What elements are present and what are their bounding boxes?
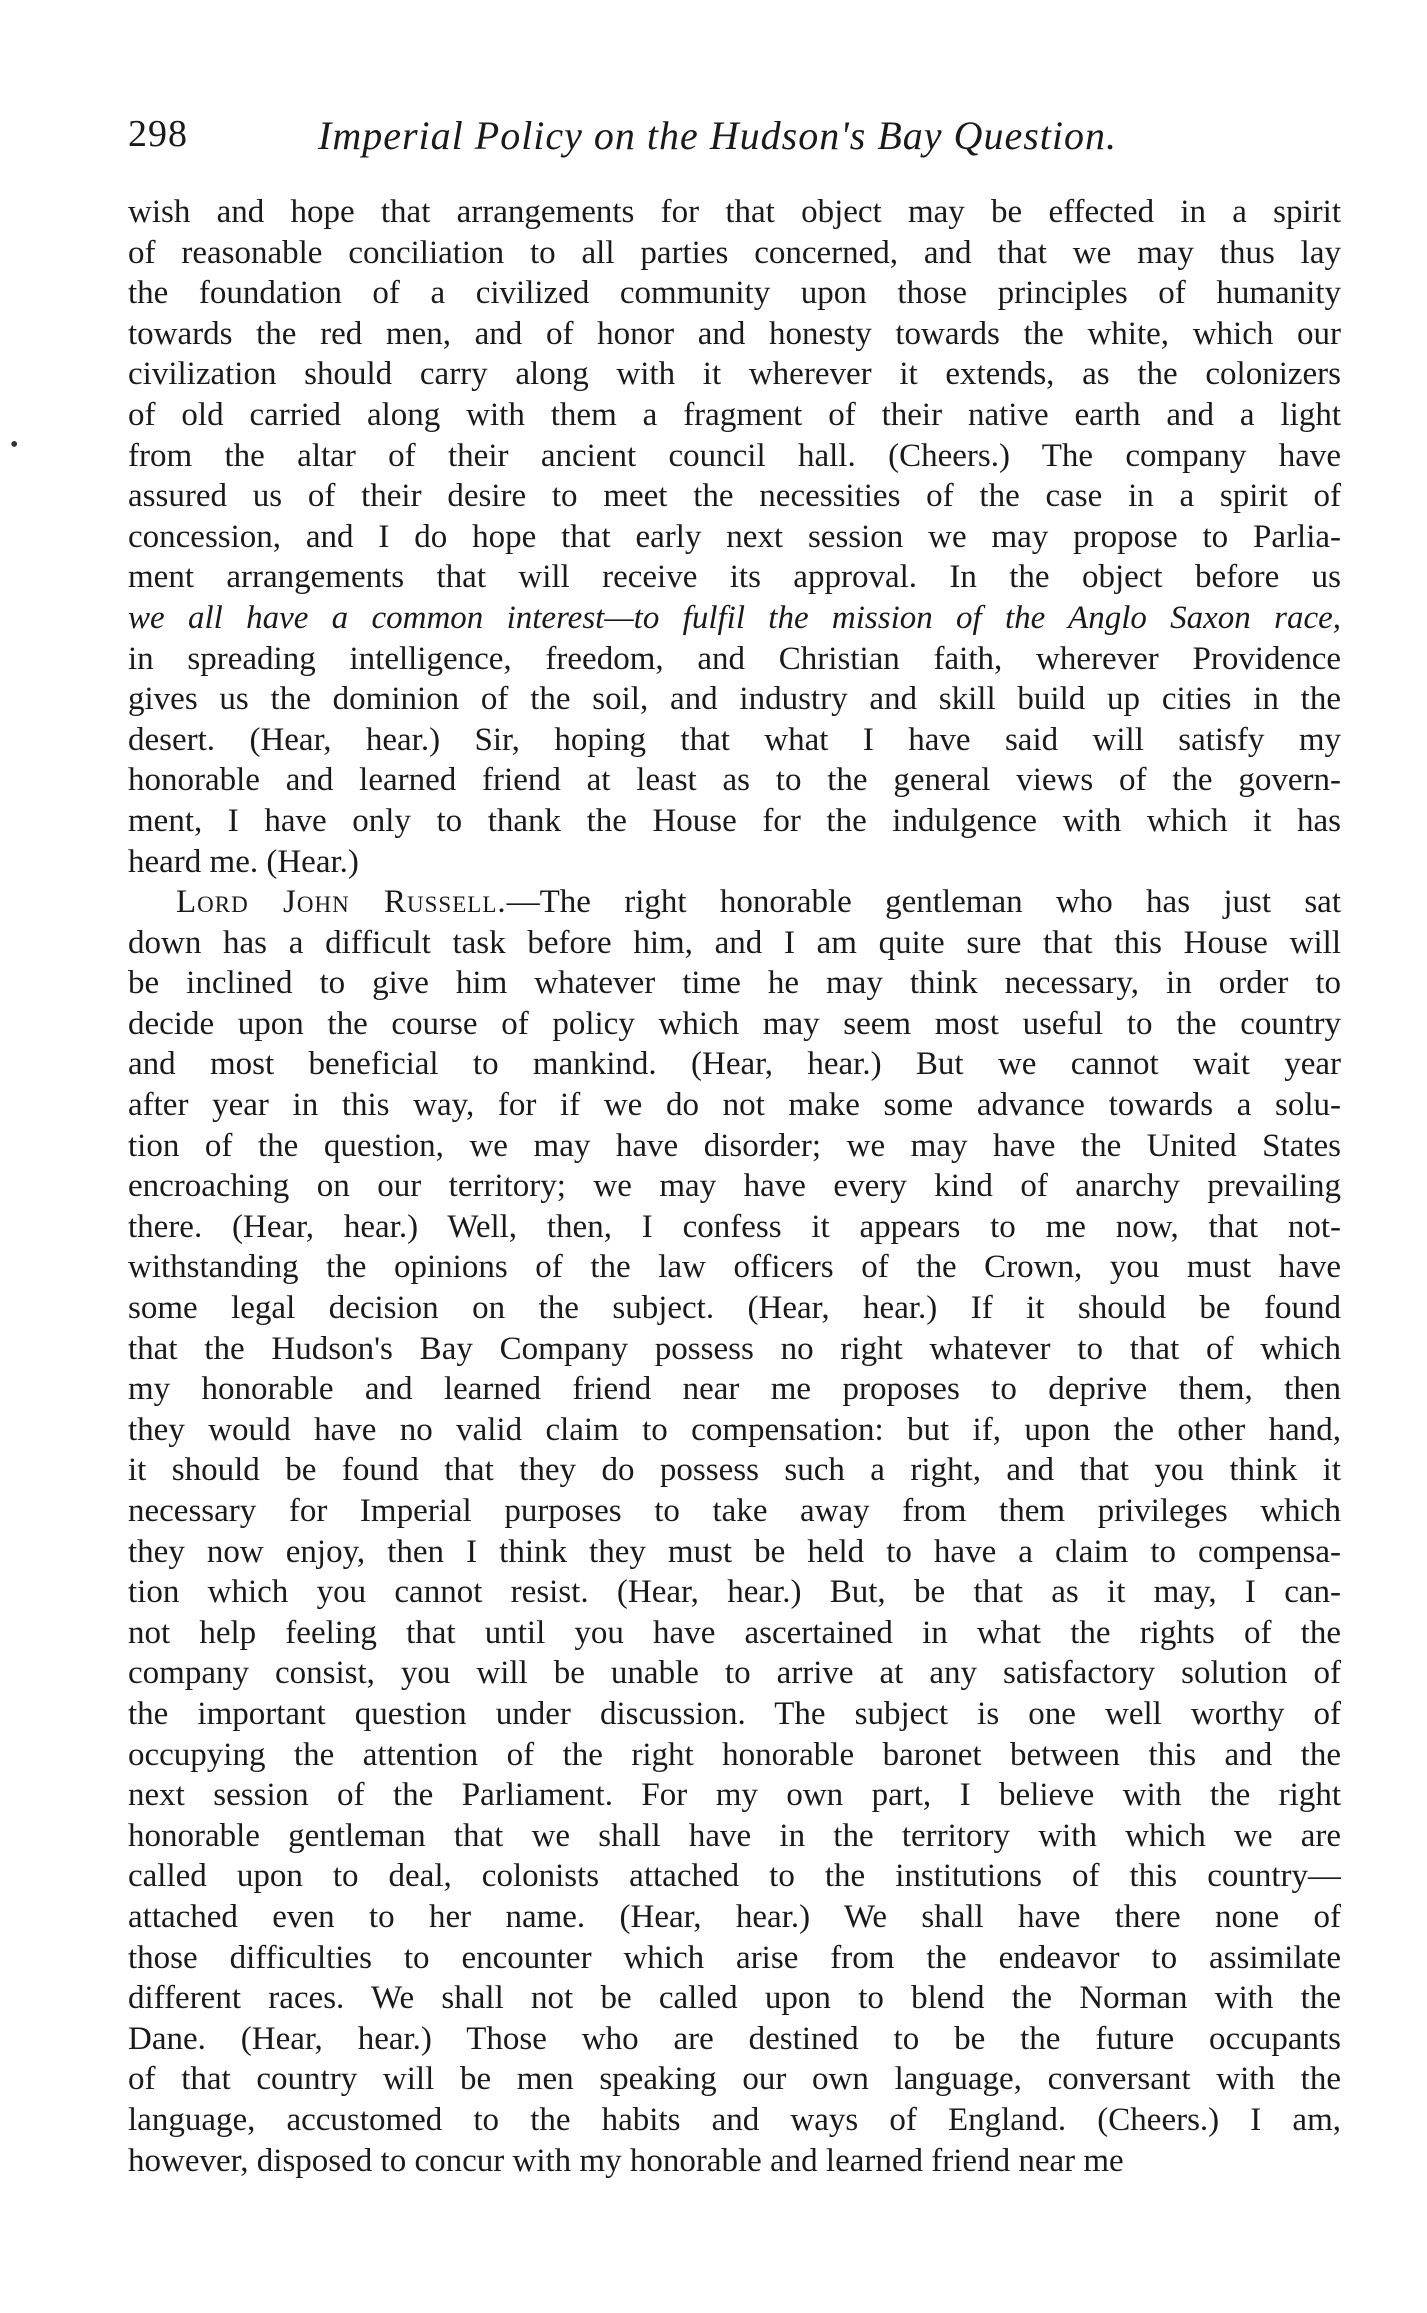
text-line — [128, 517, 1341, 558]
text-line-content: they would have no valid claim to compensation: but if, upon the other hand, — [128, 1411, 1341, 1448]
text-line-content: be inclined to give him whatever time he may think necessary, in order to — [128, 965, 1341, 1002]
text-line-content: and most beneficial to mankind. (Hear, hear.) But we cannot wait year — [128, 1046, 1341, 1083]
page-header — [128, 112, 1163, 172]
text-line — [128, 1207, 1341, 1248]
stray-print-mark: • — [10, 432, 19, 458]
text-line — [128, 1329, 1341, 1370]
text-line-content: the important question under discussion. The subject is one well worthy of — [128, 1695, 1341, 1732]
text-line-content: Dane. (Hear, hear.) Those who are destined to be the future occupants — [128, 2020, 1341, 2057]
text-line — [128, 760, 1341, 801]
text-line — [128, 679, 1341, 720]
text-line-content: that the Hudson's Bay Company possess no right whatever to that of which — [128, 1330, 1341, 1367]
page-number: 298 — [128, 113, 188, 155]
text-line-content: called upon to deal, colonists attached to the institutions of this country— — [128, 1858, 1341, 1895]
text-line-content: desert. (Hear, hear.) Sir, hoping that what I have said will satisfy my — [128, 721, 1341, 758]
text-line — [128, 557, 1341, 598]
text-line — [128, 1126, 1341, 1167]
body-text — [128, 192, 1341, 2181]
text-line-content: gives us the dominion of the soil, and industry and skill build up cities in the — [128, 681, 1341, 718]
text-line-content: my honorable and learned friend near me proposes to deprive them, then — [128, 1371, 1341, 1408]
text-line-content: tion of the question, we may have disorder; we may have the United States — [128, 1127, 1341, 1164]
text-line — [128, 1816, 1341, 1857]
text-line-content: heard me. (Hear.) — [128, 843, 359, 880]
paragraph — [128, 192, 1341, 882]
text-line — [128, 436, 1341, 477]
text-line-content: ment arrangements that will receive its approval. In the object before us — [128, 559, 1341, 596]
running-title: Imperial Policy on the Hudson's Bay Question. — [318, 113, 1117, 158]
text-line-content: in spreading intelligence, freedom, and Christian faith, wherever Providence — [128, 640, 1341, 677]
text-line-content: concession, and I do hope that early next session we may propose to Parlia- — [128, 518, 1341, 555]
text-line — [128, 1369, 1341, 1410]
text-line — [128, 1613, 1341, 1654]
text-line — [128, 1410, 1341, 1451]
text-line — [128, 395, 1341, 436]
paragraph — [128, 882, 1341, 2181]
text-line-content: they now enjoy, then I think they must be held to have a claim to compensa- — [128, 1533, 1341, 1570]
text-line — [128, 2059, 1341, 2100]
text-line-content: of reasonable conciliation to all parties concerned, and that we may thus lay — [128, 234, 1341, 271]
text-line — [128, 1978, 1341, 2019]
text-line-content: there. (Hear, hear.) Well, then, I confess it appears to me now, that not- — [128, 1208, 1341, 1245]
text-line — [128, 1247, 1341, 1288]
text-line-content: some legal decision on the subject. (Hear, hear.) If it should be found — [128, 1290, 1341, 1327]
text-line-content: attached even to her name. (Hear, hear.) We shall have there none of — [128, 1898, 1341, 1935]
text-line — [128, 354, 1341, 395]
text-line — [128, 2100, 1341, 2141]
text-line — [128, 720, 1341, 761]
text-line-content: language, accustomed to the habits and ways of England. (Cheers.) I am, — [128, 2101, 1341, 2138]
text-line-content: towards the red men, and of honor and honesty towards the white, which our — [128, 315, 1341, 352]
text-line-content: it should be found that they do possess such a right, and that you think it — [128, 1452, 1341, 1489]
text-line — [128, 273, 1341, 314]
text-line — [128, 923, 1341, 964]
text-line — [128, 1004, 1341, 1045]
text-line-content: of old carried along with them a fragment of their native earth and a light — [128, 396, 1341, 433]
text-line — [128, 2019, 1341, 2060]
text-line — [128, 1856, 1341, 1897]
text-line-content: —The right honorable gentleman who has just sat — [506, 884, 1341, 921]
text-line-content: however, disposed to concur with my honorable and learned friend near me — [128, 2142, 1124, 2179]
text-line — [128, 1572, 1341, 1613]
text-line — [128, 1735, 1341, 1776]
text-line-content: necessary for Imperial purposes to take away from them privileges which — [128, 1493, 1341, 1529]
text-line-content: assured us of their desire to meet the necessities of the case in a spirit of — [128, 478, 1341, 515]
text-line-content: company consist, you will be unable to arrive at any satisfactory solution of — [128, 1655, 1341, 1692]
text-line — [128, 1044, 1341, 1085]
text-line — [128, 476, 1341, 517]
text-line-content: different races. We shall not be called upon to blend the Norman with the — [128, 1980, 1341, 2017]
text-line — [128, 1166, 1341, 1207]
text-line-content: tion which you cannot resist. (Hear, hear.) But, be that as it may, I can- — [128, 1574, 1341, 1611]
text-line-content: wish and hope that arrangements for that object may be effected in a spirit — [128, 194, 1341, 230]
text-line — [128, 1897, 1341, 1938]
text-line — [128, 882, 1341, 923]
text-line-content: of that country will be men speaking our own language, conversant with the — [128, 2061, 1341, 2098]
speaker-name: Lord John Russell. — [176, 884, 507, 921]
text-line-content: we all have a common interest—to fulfil the mission of the Anglo Saxon race, — [128, 599, 1341, 636]
text-line — [128, 598, 1341, 639]
text-line-content: down has a difficult task before him, and I am quite sure that this House will — [128, 924, 1341, 961]
text-line-content: withstanding the opinions of the law officers of the Crown, you must have — [128, 1249, 1341, 1286]
text-line — [128, 192, 1341, 233]
text-line — [128, 1491, 1341, 1532]
text-line-content: honorable gentleman that we shall have in the territory with which we are — [128, 1817, 1341, 1854]
text-line — [128, 2141, 1341, 2182]
text-line — [128, 801, 1341, 842]
text-line-content: not help feeling that until you have ascertained in what the rights of the — [128, 1614, 1341, 1651]
text-line — [128, 1653, 1341, 1694]
text-line-content: from the altar of their ancient council hall. (Cheers.) The company have — [128, 437, 1341, 474]
text-line — [128, 1532, 1341, 1573]
text-line — [128, 842, 1341, 883]
text-line — [128, 1288, 1341, 1329]
text-line — [128, 1938, 1341, 1979]
text-line-content: civilization should carry along with it wherever it extends, as the colonizers — [128, 356, 1341, 393]
text-line — [128, 1085, 1341, 1126]
text-line — [128, 963, 1341, 1004]
text-line — [128, 233, 1341, 274]
text-line-content: occupying the attention of the right honorable baronet between this and the — [128, 1736, 1341, 1773]
text-line — [128, 639, 1341, 680]
text-line-content: after year in this way, for if we do not make some advance towards a solu- — [128, 1087, 1341, 1124]
text-line — [128, 1450, 1341, 1491]
text-line-content: the foundation of a civilized community upon those principles of humanity — [128, 275, 1341, 312]
text-line — [128, 1694, 1341, 1735]
text-line-content: honorable and learned friend at least as to the general views of the govern- — [128, 762, 1341, 799]
text-line-content: those difficulties to encounter which arise from the endeavor to assimilate — [128, 1939, 1341, 1976]
text-line-content: ment, I have only to thank the House for the indulgence with which it has — [128, 802, 1341, 839]
text-line-content: next session of the Parliament. For my own part, I believe with the right — [128, 1777, 1341, 1814]
text-line-content: encroaching on our territory; we may have every kind of anarchy prevailing — [128, 1168, 1341, 1205]
text-line — [128, 1775, 1341, 1816]
text-line — [128, 314, 1341, 355]
text-line-content: decide upon the course of policy which may seem most useful to the country — [128, 1005, 1341, 1042]
